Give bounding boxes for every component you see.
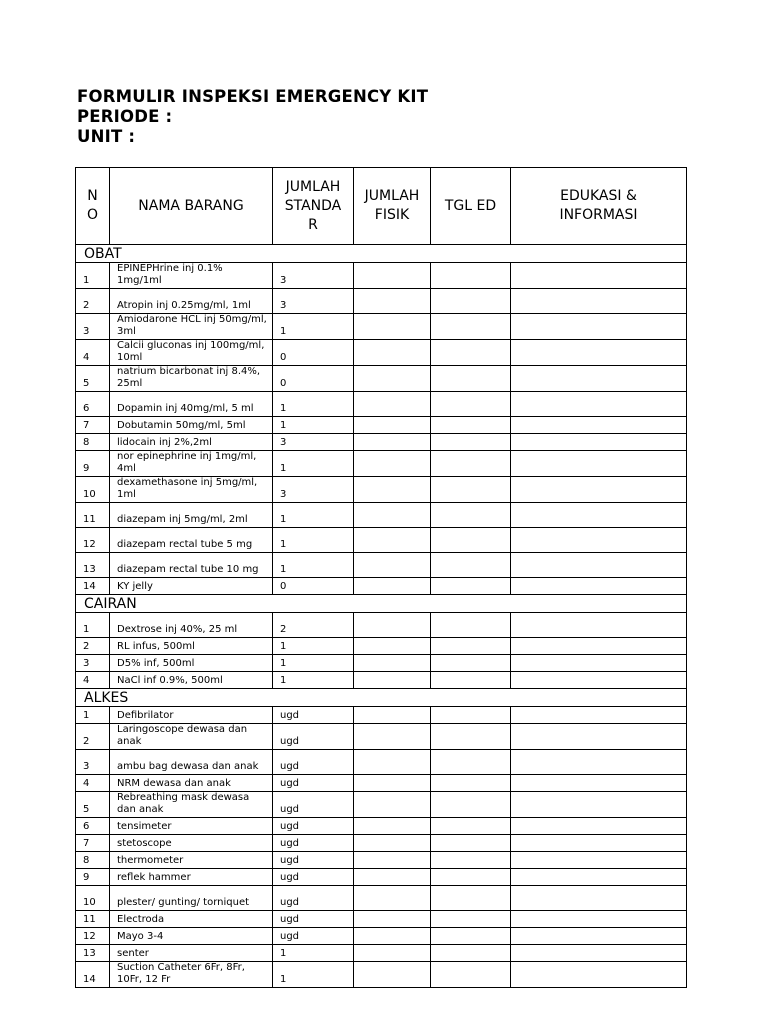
table-row bbox=[76, 289, 687, 314]
item-name: Laringoscope dewasa dan anak bbox=[110, 724, 273, 750]
item-edukasi-informasi bbox=[511, 655, 687, 672]
table-row bbox=[76, 638, 687, 655]
item-edukasi-informasi bbox=[511, 886, 687, 911]
item-no: 8 bbox=[76, 852, 110, 869]
table-row bbox=[76, 869, 687, 886]
item-name: Dobutamin 50mg/ml, 5ml bbox=[110, 417, 273, 434]
item-jumlah-fisik bbox=[354, 672, 431, 689]
item-name: Suction Catheter 6Fr, 8Fr, 10Fr, 12 Fr bbox=[110, 962, 273, 988]
item-jumlah-fisik bbox=[354, 911, 431, 928]
item-edukasi-informasi bbox=[511, 340, 687, 366]
item-jumlah-fisik bbox=[354, 945, 431, 962]
table-row bbox=[76, 578, 687, 595]
item-name: reflek hammer bbox=[110, 869, 273, 886]
item-no: 8 bbox=[76, 434, 110, 451]
table-header-row bbox=[76, 168, 687, 245]
item-edukasi-informasi bbox=[511, 775, 687, 792]
item-edukasi-informasi bbox=[511, 724, 687, 750]
item-jumlah-fisik bbox=[354, 434, 431, 451]
item-tgl-ed bbox=[431, 655, 511, 672]
table-row bbox=[76, 911, 687, 928]
item-jumlah-fisik bbox=[354, 638, 431, 655]
item-no: 1 bbox=[76, 263, 110, 289]
item-jumlah-fisik bbox=[354, 366, 431, 392]
item-tgl-ed bbox=[431, 477, 511, 503]
table-row bbox=[76, 417, 687, 434]
item-tgl-ed bbox=[431, 263, 511, 289]
table-row bbox=[76, 434, 687, 451]
item-jumlah-fisik bbox=[354, 528, 431, 553]
item-name: diazepam rectal tube 5 mg bbox=[110, 528, 273, 553]
item-tgl-ed bbox=[431, 962, 511, 988]
item-name: thermometer bbox=[110, 852, 273, 869]
table-row bbox=[76, 835, 687, 852]
section-row-alkes bbox=[76, 689, 687, 707]
item-jumlah-standar: 1 bbox=[273, 417, 354, 434]
item-tgl-ed bbox=[431, 613, 511, 638]
item-tgl-ed bbox=[431, 289, 511, 314]
item-jumlah-fisik bbox=[354, 869, 431, 886]
table-row bbox=[76, 613, 687, 638]
item-jumlah-standar: ugd bbox=[273, 886, 354, 911]
item-name: Calcii gluconas inj 100mg/ml, 10ml bbox=[110, 340, 273, 366]
item-no: 4 bbox=[76, 340, 110, 366]
item-jumlah-fisik bbox=[354, 886, 431, 911]
item-tgl-ed bbox=[431, 724, 511, 750]
item-name: natrium bicarbonat inj 8.4%, 25ml bbox=[110, 366, 273, 392]
item-jumlah-standar: 1 bbox=[273, 528, 354, 553]
item-edukasi-informasi bbox=[511, 613, 687, 638]
item-edukasi-informasi bbox=[511, 911, 687, 928]
item-jumlah-fisik bbox=[354, 962, 431, 988]
item-tgl-ed bbox=[431, 928, 511, 945]
col-header-nama-barang: NAMA BARANG bbox=[110, 168, 273, 245]
item-tgl-ed bbox=[431, 852, 511, 869]
table-row bbox=[76, 553, 687, 578]
item-tgl-ed bbox=[431, 451, 511, 477]
item-jumlah-fisik bbox=[354, 818, 431, 835]
item-edukasi-informasi bbox=[511, 945, 687, 962]
item-jumlah-standar: 1 bbox=[273, 451, 354, 477]
section-title: ALKES bbox=[76, 689, 687, 707]
item-jumlah-standar: 1 bbox=[273, 945, 354, 962]
item-no: 4 bbox=[76, 672, 110, 689]
item-jumlah-fisik bbox=[354, 928, 431, 945]
table-row bbox=[76, 818, 687, 835]
table-row bbox=[76, 314, 687, 340]
table-row bbox=[76, 672, 687, 689]
item-jumlah-standar: 3 bbox=[273, 434, 354, 451]
col-header-edukasi-informasi: EDUKASI & INFORMASI bbox=[511, 168, 687, 245]
item-name: plester/ gunting/ torniquet bbox=[110, 886, 273, 911]
item-no: 2 bbox=[76, 724, 110, 750]
item-name: dexamethasone inj 5mg/ml, 1ml bbox=[110, 477, 273, 503]
item-tgl-ed bbox=[431, 392, 511, 417]
item-jumlah-standar: 0 bbox=[273, 340, 354, 366]
item-no: 11 bbox=[76, 911, 110, 928]
item-jumlah-fisik bbox=[354, 852, 431, 869]
item-no: 10 bbox=[76, 477, 110, 503]
item-no: 11 bbox=[76, 503, 110, 528]
item-no: 5 bbox=[76, 792, 110, 818]
item-jumlah-standar: 1 bbox=[273, 392, 354, 417]
item-tgl-ed bbox=[431, 638, 511, 655]
item-no: 14 bbox=[76, 578, 110, 595]
item-edukasi-informasi bbox=[511, 263, 687, 289]
item-jumlah-standar: 0 bbox=[273, 366, 354, 392]
item-jumlah-fisik bbox=[354, 477, 431, 503]
item-tgl-ed bbox=[431, 578, 511, 595]
item-edukasi-informasi bbox=[511, 417, 687, 434]
item-tgl-ed bbox=[431, 672, 511, 689]
col-header-no: NO bbox=[76, 168, 110, 245]
item-jumlah-standar: 1 bbox=[273, 672, 354, 689]
item-name: NRM dewasa dan anak bbox=[110, 775, 273, 792]
item-jumlah-standar: ugd bbox=[273, 928, 354, 945]
item-tgl-ed bbox=[431, 835, 511, 852]
item-name: senter bbox=[110, 945, 273, 962]
item-jumlah-fisik bbox=[354, 655, 431, 672]
item-name: Rebreathing mask dewasa dan anak bbox=[110, 792, 273, 818]
item-name: ambu bag dewasa dan anak bbox=[110, 750, 273, 775]
item-jumlah-standar: ugd bbox=[273, 818, 354, 835]
form-title: FORMULIR INSPEKSI EMERGENCY KIT bbox=[77, 87, 429, 106]
col-header-jumlah-standar: JUMLAH STANDAR bbox=[273, 168, 354, 245]
item-tgl-ed bbox=[431, 417, 511, 434]
item-name: RL infus, 500ml bbox=[110, 638, 273, 655]
item-jumlah-standar: ugd bbox=[273, 852, 354, 869]
item-edukasi-informasi bbox=[511, 289, 687, 314]
item-edukasi-informasi bbox=[511, 528, 687, 553]
item-tgl-ed bbox=[431, 775, 511, 792]
item-edukasi-informasi bbox=[511, 818, 687, 835]
item-edukasi-informasi bbox=[511, 869, 687, 886]
item-jumlah-standar: ugd bbox=[273, 869, 354, 886]
item-edukasi-informasi bbox=[511, 434, 687, 451]
item-jumlah-fisik bbox=[354, 451, 431, 477]
item-edukasi-informasi bbox=[511, 638, 687, 655]
item-edukasi-informasi bbox=[511, 477, 687, 503]
item-jumlah-standar: ugd bbox=[273, 750, 354, 775]
item-jumlah-fisik bbox=[354, 503, 431, 528]
item-jumlah-standar: 0 bbox=[273, 578, 354, 595]
item-jumlah-fisik bbox=[354, 750, 431, 775]
table-body bbox=[76, 245, 687, 988]
item-jumlah-fisik bbox=[354, 263, 431, 289]
item-no: 5 bbox=[76, 366, 110, 392]
item-jumlah-standar: 2 bbox=[273, 613, 354, 638]
item-jumlah-fisik bbox=[354, 792, 431, 818]
section-title: OBAT bbox=[76, 245, 687, 263]
table-row bbox=[76, 366, 687, 392]
table-row bbox=[76, 945, 687, 962]
item-jumlah-fisik bbox=[354, 578, 431, 595]
item-name: tensimeter bbox=[110, 818, 273, 835]
item-name: diazepam inj 5mg/ml, 2ml bbox=[110, 503, 273, 528]
item-no: 7 bbox=[76, 417, 110, 434]
item-name: Dextrose inj 40%, 25 ml bbox=[110, 613, 273, 638]
item-no: 1 bbox=[76, 707, 110, 724]
item-name: D5% inf, 500ml bbox=[110, 655, 273, 672]
table-row bbox=[76, 340, 687, 366]
item-no: 6 bbox=[76, 818, 110, 835]
item-jumlah-standar: 3 bbox=[273, 289, 354, 314]
item-jumlah-fisik bbox=[354, 340, 431, 366]
item-tgl-ed bbox=[431, 366, 511, 392]
item-jumlah-standar: ugd bbox=[273, 724, 354, 750]
periode-label: PERIODE : bbox=[77, 107, 173, 126]
item-no: 12 bbox=[76, 528, 110, 553]
table-row bbox=[76, 962, 687, 988]
table-row bbox=[76, 750, 687, 775]
col-header-tgl-ed: TGL ED bbox=[431, 168, 511, 245]
item-edukasi-informasi bbox=[511, 707, 687, 724]
inspection-table bbox=[75, 167, 687, 988]
item-edukasi-informasi bbox=[511, 962, 687, 988]
item-no: 4 bbox=[76, 775, 110, 792]
table-row bbox=[76, 263, 687, 289]
item-name: Dopamin inj 40mg/ml, 5 ml bbox=[110, 392, 273, 417]
item-tgl-ed bbox=[431, 911, 511, 928]
item-edukasi-informasi bbox=[511, 503, 687, 528]
item-tgl-ed bbox=[431, 528, 511, 553]
item-no: 14 bbox=[76, 962, 110, 988]
item-jumlah-standar: ugd bbox=[273, 707, 354, 724]
item-tgl-ed bbox=[431, 340, 511, 366]
form-header bbox=[77, 87, 428, 147]
item-no: 3 bbox=[76, 750, 110, 775]
item-jumlah-fisik bbox=[354, 417, 431, 434]
item-no: 10 bbox=[76, 886, 110, 911]
item-jumlah-standar: 1 bbox=[273, 553, 354, 578]
item-jumlah-standar: 3 bbox=[273, 263, 354, 289]
item-jumlah-standar: 1 bbox=[273, 314, 354, 340]
table-row bbox=[76, 775, 687, 792]
item-jumlah-standar: 1 bbox=[273, 638, 354, 655]
table-row bbox=[76, 886, 687, 911]
table-row bbox=[76, 392, 687, 417]
item-no: 9 bbox=[76, 869, 110, 886]
item-tgl-ed bbox=[431, 886, 511, 911]
item-name: Amiodarone HCL inj 50mg/ml, 3ml bbox=[110, 314, 273, 340]
item-edukasi-informasi bbox=[511, 928, 687, 945]
item-tgl-ed bbox=[431, 434, 511, 451]
table-row bbox=[76, 792, 687, 818]
col-header-jumlah-fisik: JUMLAH FISIK bbox=[354, 168, 431, 245]
item-jumlah-fisik bbox=[354, 553, 431, 578]
item-jumlah-fisik bbox=[354, 707, 431, 724]
item-name: Defibrilator bbox=[110, 707, 273, 724]
section-row-obat bbox=[76, 245, 687, 263]
item-jumlah-standar: ugd bbox=[273, 835, 354, 852]
item-edukasi-informasi bbox=[511, 366, 687, 392]
item-tgl-ed bbox=[431, 869, 511, 886]
item-edukasi-informasi bbox=[511, 672, 687, 689]
item-no: 12 bbox=[76, 928, 110, 945]
item-edukasi-informasi bbox=[511, 792, 687, 818]
item-no: 2 bbox=[76, 638, 110, 655]
table-row bbox=[76, 477, 687, 503]
item-jumlah-fisik bbox=[354, 835, 431, 852]
item-tgl-ed bbox=[431, 707, 511, 724]
item-edukasi-informasi bbox=[511, 852, 687, 869]
item-name: EPINEPHrine inj 0.1% 1mg/1ml bbox=[110, 263, 273, 289]
table-row bbox=[76, 503, 687, 528]
item-tgl-ed bbox=[431, 945, 511, 962]
item-no: 2 bbox=[76, 289, 110, 314]
item-name: stetoscope bbox=[110, 835, 273, 852]
item-tgl-ed bbox=[431, 818, 511, 835]
item-no: 7 bbox=[76, 835, 110, 852]
item-jumlah-fisik bbox=[354, 289, 431, 314]
item-jumlah-fisik bbox=[354, 613, 431, 638]
item-edukasi-informasi bbox=[511, 553, 687, 578]
item-edukasi-informasi bbox=[511, 750, 687, 775]
item-jumlah-standar: ugd bbox=[273, 911, 354, 928]
item-no: 13 bbox=[76, 945, 110, 962]
section-row-cairan bbox=[76, 595, 687, 613]
item-tgl-ed bbox=[431, 314, 511, 340]
item-jumlah-standar: 1 bbox=[273, 655, 354, 672]
table-row bbox=[76, 451, 687, 477]
table-row bbox=[76, 928, 687, 945]
item-jumlah-standar: ugd bbox=[273, 792, 354, 818]
item-name: Atropin inj 0.25mg/ml, 1ml bbox=[110, 289, 273, 314]
item-no: 9 bbox=[76, 451, 110, 477]
item-jumlah-standar: 3 bbox=[273, 477, 354, 503]
item-name: lidocain inj 2%,2ml bbox=[110, 434, 273, 451]
unit-label: UNIT : bbox=[77, 127, 136, 146]
item-tgl-ed bbox=[431, 553, 511, 578]
item-jumlah-standar: 1 bbox=[273, 962, 354, 988]
table-row bbox=[76, 707, 687, 724]
item-no: 3 bbox=[76, 314, 110, 340]
table-row bbox=[76, 724, 687, 750]
item-edukasi-informasi bbox=[511, 835, 687, 852]
table-row bbox=[76, 655, 687, 672]
item-name: Mayo 3-4 bbox=[110, 928, 273, 945]
item-no: 6 bbox=[76, 392, 110, 417]
item-name: diazepam rectal tube 10 mg bbox=[110, 553, 273, 578]
item-name: KY jelly bbox=[110, 578, 273, 595]
item-jumlah-fisik bbox=[354, 775, 431, 792]
item-tgl-ed bbox=[431, 750, 511, 775]
item-no: 3 bbox=[76, 655, 110, 672]
item-jumlah-standar: 1 bbox=[273, 503, 354, 528]
item-tgl-ed bbox=[431, 503, 511, 528]
item-jumlah-fisik bbox=[354, 724, 431, 750]
item-name: Electroda bbox=[110, 911, 273, 928]
item-edukasi-informasi bbox=[511, 314, 687, 340]
item-no: 13 bbox=[76, 553, 110, 578]
item-name: nor epinephrine inj 1mg/ml, 4ml bbox=[110, 451, 273, 477]
table-row bbox=[76, 852, 687, 869]
item-no: 1 bbox=[76, 613, 110, 638]
item-jumlah-fisik bbox=[354, 392, 431, 417]
item-jumlah-fisik bbox=[354, 314, 431, 340]
table-row bbox=[76, 528, 687, 553]
item-edukasi-informasi bbox=[511, 392, 687, 417]
item-jumlah-standar: ugd bbox=[273, 775, 354, 792]
item-edukasi-informasi bbox=[511, 451, 687, 477]
item-name: NaCl inf 0.9%, 500ml bbox=[110, 672, 273, 689]
item-edukasi-informasi bbox=[511, 578, 687, 595]
section-title: CAIRAN bbox=[76, 595, 687, 613]
item-tgl-ed bbox=[431, 792, 511, 818]
